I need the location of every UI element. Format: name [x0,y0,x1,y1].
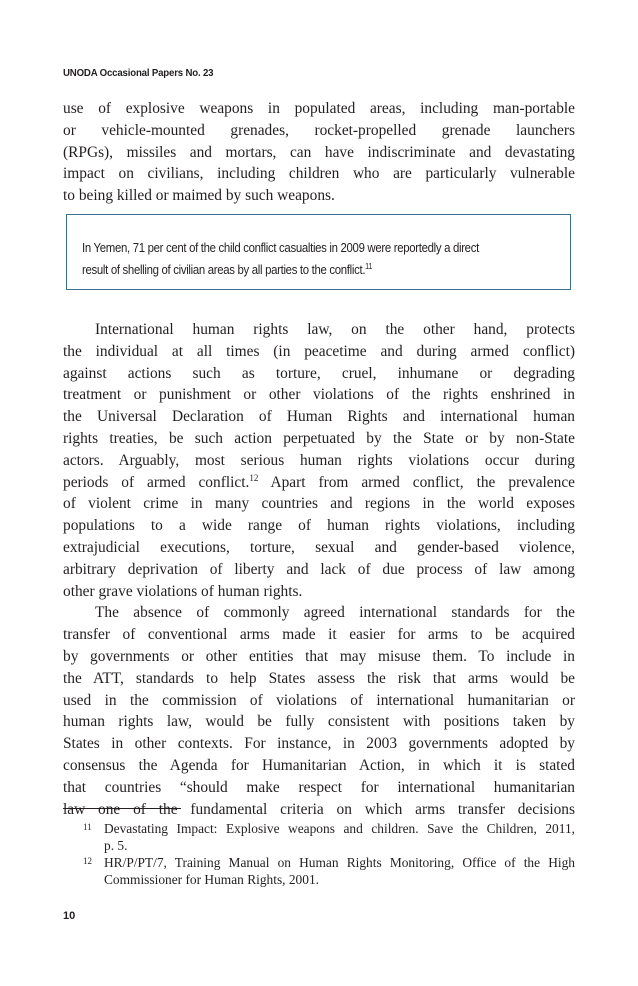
footnote-line: Commissioner for Human Rights, 2001. [104,872,319,887]
text-line: impact on civilians, including children who are particularly vulnerable [63,165,575,183]
text-line: the ATT, standards to help States assess the risk that arms would be [63,669,575,687]
text-line: International human rights law, on the other hand, protects [95,321,575,338]
text-line: rights treaties, be such action perpetuated by the State or by non-State [63,429,575,447]
text-line [63,472,575,494]
text-line: law one of the fundamental criteria on which arms transfer decisions [63,800,575,818]
footnote-reference[interactable]: 12 [249,472,259,483]
footnote [63,820,575,854]
page-number: 10 [63,910,76,922]
text-line: of violent crime in many countries and regions in the world exposes [63,495,575,513]
text-line: consensus the Agenda for Humanitarian Action, in which it is stated [63,756,575,774]
body-text [63,319,575,820]
text-line: (RPGs), missiles and mortars, can have indiscriminate and devastating [63,143,575,161]
text-line: other grave violations of human rights. [63,582,303,600]
text-segment: periods of armed conflict. [63,473,250,491]
callout-line-text: result of shelling of civilian areas by all parties to the conflict. [82,263,366,277]
footnote-number: 11 [83,822,92,832]
text-line: arbitrary deprivation of liberty and lack of due process of law among [63,560,575,578]
text-line: use of explosive weapons in populated areas, including man-portable [63,100,575,117]
text-line: extrajudicial executions, torture, sexual and gender-based violence, [63,538,575,556]
text-line: to being killed or maimed by such weapons. [63,187,335,205]
running-header: UNODA Occasional Papers No. 23 [63,67,214,79]
callout-text [82,237,553,281]
text-line: by governments or other entities that may misuse them. To include in [63,647,575,665]
footnote-line: p. 5. [104,838,128,853]
footnote-line: Devastating Impact: Explosive weapons and children. Save the Children, 2011, [104,821,575,836]
footnote-separator [63,808,181,809]
callout-line [82,259,553,281]
text-line: the individual at all times (in peacetime and during armed conflict) [63,342,575,360]
footnotes [63,820,575,888]
footnote [63,854,575,888]
text-line: or vehicle-mounted grenades, rocket-propelled grenade launchers [63,121,575,139]
footnote-number: 12 [83,856,92,866]
callout-line: In Yemen, 71 per cent of the child conflict casualties in 2009 were reportedly a direct [82,241,479,255]
text-line: The absence of commonly agreed international standards for the [95,604,575,622]
text-line: human rights law, would be fully consistent with positions taken by [63,713,575,731]
footnote-reference[interactable]: 11 [365,262,373,271]
text-line: populations to a wide range of human rights violations, including [63,517,575,535]
text-line: transfer of conventional arms made it easier for arms to be acquired [63,626,575,644]
text-segment: Apart from armed conflict, the prevalence [258,473,575,491]
intro-paragraph [63,98,575,207]
text-line: actors. Arguably, most serious human rights violations occur during [63,451,575,469]
text-line: the Universal Declaration of Human Rights and international human [63,408,575,426]
text-line: used in the commission of violations of international humanitarian or [63,691,575,709]
text-line: States in other contexts. For instance, in 2003 governments adopted by [63,735,575,753]
callout-box [66,214,571,290]
footnote-line: HR/P/PT/7, Training Manual on Human Rights Monitoring, Office of the High [104,855,575,870]
text-line: treatment or punishment or other violations of the rights enshrined in [63,386,575,404]
text-line: against actions such as torture, cruel, inhumane or degrading [63,364,575,382]
text-line: that countries “should make respect for international humanitarian [63,778,575,796]
